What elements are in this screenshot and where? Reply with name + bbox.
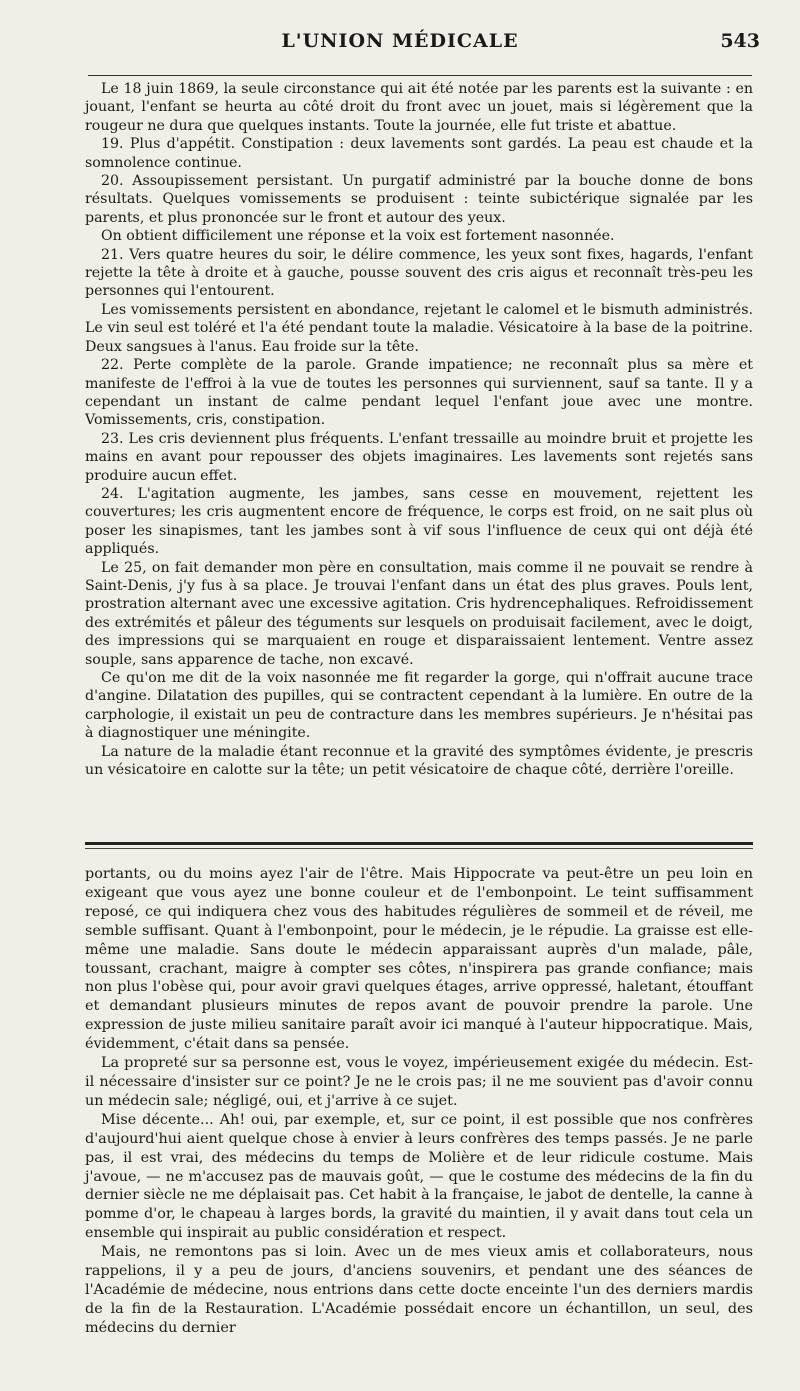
- case-paragraph: Le 18 juin 1869, la seule circonstance qui ait été notée par les parents est la suivante : en jouant, l'enfant se heurta au côté droit du front avec un jouet, mais si légèrement que la rougeur ne dura que quelques instants. Toute la journée, elle fut triste et abattue.: [85, 81, 753, 134]
- case-paragraph: Le 25, on fait demander mon père en consultation, mais comme il ne pouvait se rendre à Saint-Denis, j'y fus à sa place. Je trouvai l'enfant dans un état des plus graves. Pouls lent, prostration alternant avec une excessive agitation. Cris hydrencephaliques. Refroidissement des extrémités et pâleur des téguments sur lesquels on produisait facilement, avec le doigt, des impressions qui se marquaient en rouge et disparaissaient lentement. Ventre assez souple, sans apparence de tache, non excavé.: [85, 559, 753, 668]
- header-rule: [88, 75, 752, 76]
- case-paragraph: On obtient difficilement une réponse et la voix est fortement nasonnée.: [101, 228, 615, 245]
- case-paragraph: 20. Assoupissement persistant. Un purgatif administré par la bouche donne de bons résultats. Quelques vomissements se produisent : teinte subictérique signalée par les parents, et plus prononcée sur le front et autour des yeux.: [85, 173, 753, 226]
- case-paragraph: 21. Vers quatre heures du soir, le délire commence, les yeux sont fixes, hagards, l'enfant rejette la tête à droite et à gauche, pousse souvent des cris aigus et reconnaît très-peu les personnes qui l'entourent.: [85, 246, 753, 300]
- case-paragraph: Les vomissements persistent en abondance, rejetant le calomel et le bismuth administrés. Le vin seul est toléré et l'a été pendant toute la maladie. Vésicatoire à la base de la poitrine. Deux sangsues à l'anus. Eau froide sur la tête.: [85, 301, 753, 355]
- feuilleton-paragraph: La propreté sur sa personne est, vous le voyez, impérieusement exigée du médecin. Est-il nécessaire d'insister sur ce point? Je ne le crois pas; il ne me souvient pas d'avoir connu un médecin sale; négligé, oui, et j'arrive à ce sujet.: [85, 1055, 753, 1109]
- feuilleton-paragraph: portants, ou du moins ayez l'air de l'être. Mais Hippocrate va peut-être un peu loin en exigeant que vous ayez une bonne couleur et de l'embonpoint. Le teint suffisamment reposé, ce qui indiquera chez vous des habitudes régulières de sommeil et de réveil, me semble suffisant. Quant à l'embonpoint, pour le médecin, je le répudie. La graisse est elle-même une maladie. Sans doute le médecin apparaissant auprès d'un malade, pâle, toussant, crachant, maigre à compter ses côtes, n'inspirera pas grande confiance; mais non plus l'obèse qui, pour avoir gravi quelques étages, arrive oppressé, haletant, étouffant et demandant plusieurs minutes de repos avant de pouvoir prendre la parole. Une expression de juste milieu sanitaire paraît avoir ici manqué à l'auteur hippocratique. Mais, évidemment, c'était dans sa pensée.: [85, 866, 753, 1053]
- feuilleton-separator-thin: [85, 848, 753, 849]
- feuilleton-paragraph: Mais, ne remontons pas si loin. Avec un de mes vieux amis et collaborateurs, nous rappelions, il y a peu de jours, d'anciens souvenirs, et pendant une des séances de l'Académie de médecine, nous entrions dans cette docte enceinte l'un des derniers mardis de la fin de la Restauration. L'Académie possédait encore un échantillon, un seul, des médecins du dernier: [85, 1244, 753, 1336]
- feuilleton-paragraph: Mise décente... Ah! oui, par exemple, et, sur ce point, il est possible que nos confrères d'aujourd'hui aient quelque chose à envier à leurs confrères des temps passés. Je ne parle pas, il est vrai, des médecins du temps de Molière et de leur ridicule costume. Mais j'avoue, — ne m'accusez pas de mauvais goût, — que le costume des médecins de la fin du dernier siècle ne me déplaisait pas. Cet habit à la française, le jabot de dentelle, la canne à pomme d'or, le chapeau à larges bords, la gravité du maintien, il y avait dans tout cela un ensemble qui inspirait au public considération et respect.: [85, 1111, 753, 1242]
- feuilleton-column: [85, 865, 753, 1338]
- case-paragraph: 19. Plus d'appétit. Constipation : deux lavements sont gardés. La peau est chaude et la somnolence continue.: [85, 136, 753, 171]
- feuilleton-separator: [85, 842, 753, 845]
- page-header: [0, 30, 800, 60]
- case-paragraph: 23. Les cris deviennent plus fréquents. L'enfant tressaille au moindre bruit et projette les mains en avant pour repousser des objets imaginaires. Les lavements sont rejetés sans produire aucun effet.: [85, 430, 753, 484]
- case-paragraph: La nature de la maladie étant reconnue et la gravité des symptômes évidente, je prescris un vésicatoire en calotte sur la tête; un petit vésicatoire de chaque côté, derrière l'oreille.: [85, 743, 753, 779]
- page-number: 543: [720, 30, 760, 52]
- running-title: L'UNION MÉDICALE: [281, 30, 519, 52]
- case-paragraph: 24. L'agitation augmente, les jambes, sans cesse en mouvement, rejettent les couvertures; les cris augmentent encore de fréquence, le corps est froid, on ne sait plus où poser les sinapismes, tant les jambes sont à vif sous l'influence de ceux qui ont déjà été appliqués.: [85, 485, 753, 558]
- case-paragraph: 22. Perte complète de la parole. Grande impatience; ne reconnaît plus sa mère et manifeste de l'effroi à la vue de toutes les personnes qui surviennent, sauf sa tante. Il y a cependant un instant de calme pendant lequel l'enfant joue avec une montre. Vomissements, cris, constipation.: [85, 357, 753, 429]
- case-paragraph: Ce qu'on me dit de la voix nasonnée me fit regarder la gorge, qui n'offrait aucune trace d'angine. Dilatation des pupilles, qui se contractent cependant à la lumière. En outre de la carphologie, il existait un peu de contracture dans les membres supérieurs. Je n'hésitai pas à diagnostiquer une méningite.: [85, 670, 753, 742]
- case-report-column: [85, 80, 753, 779]
